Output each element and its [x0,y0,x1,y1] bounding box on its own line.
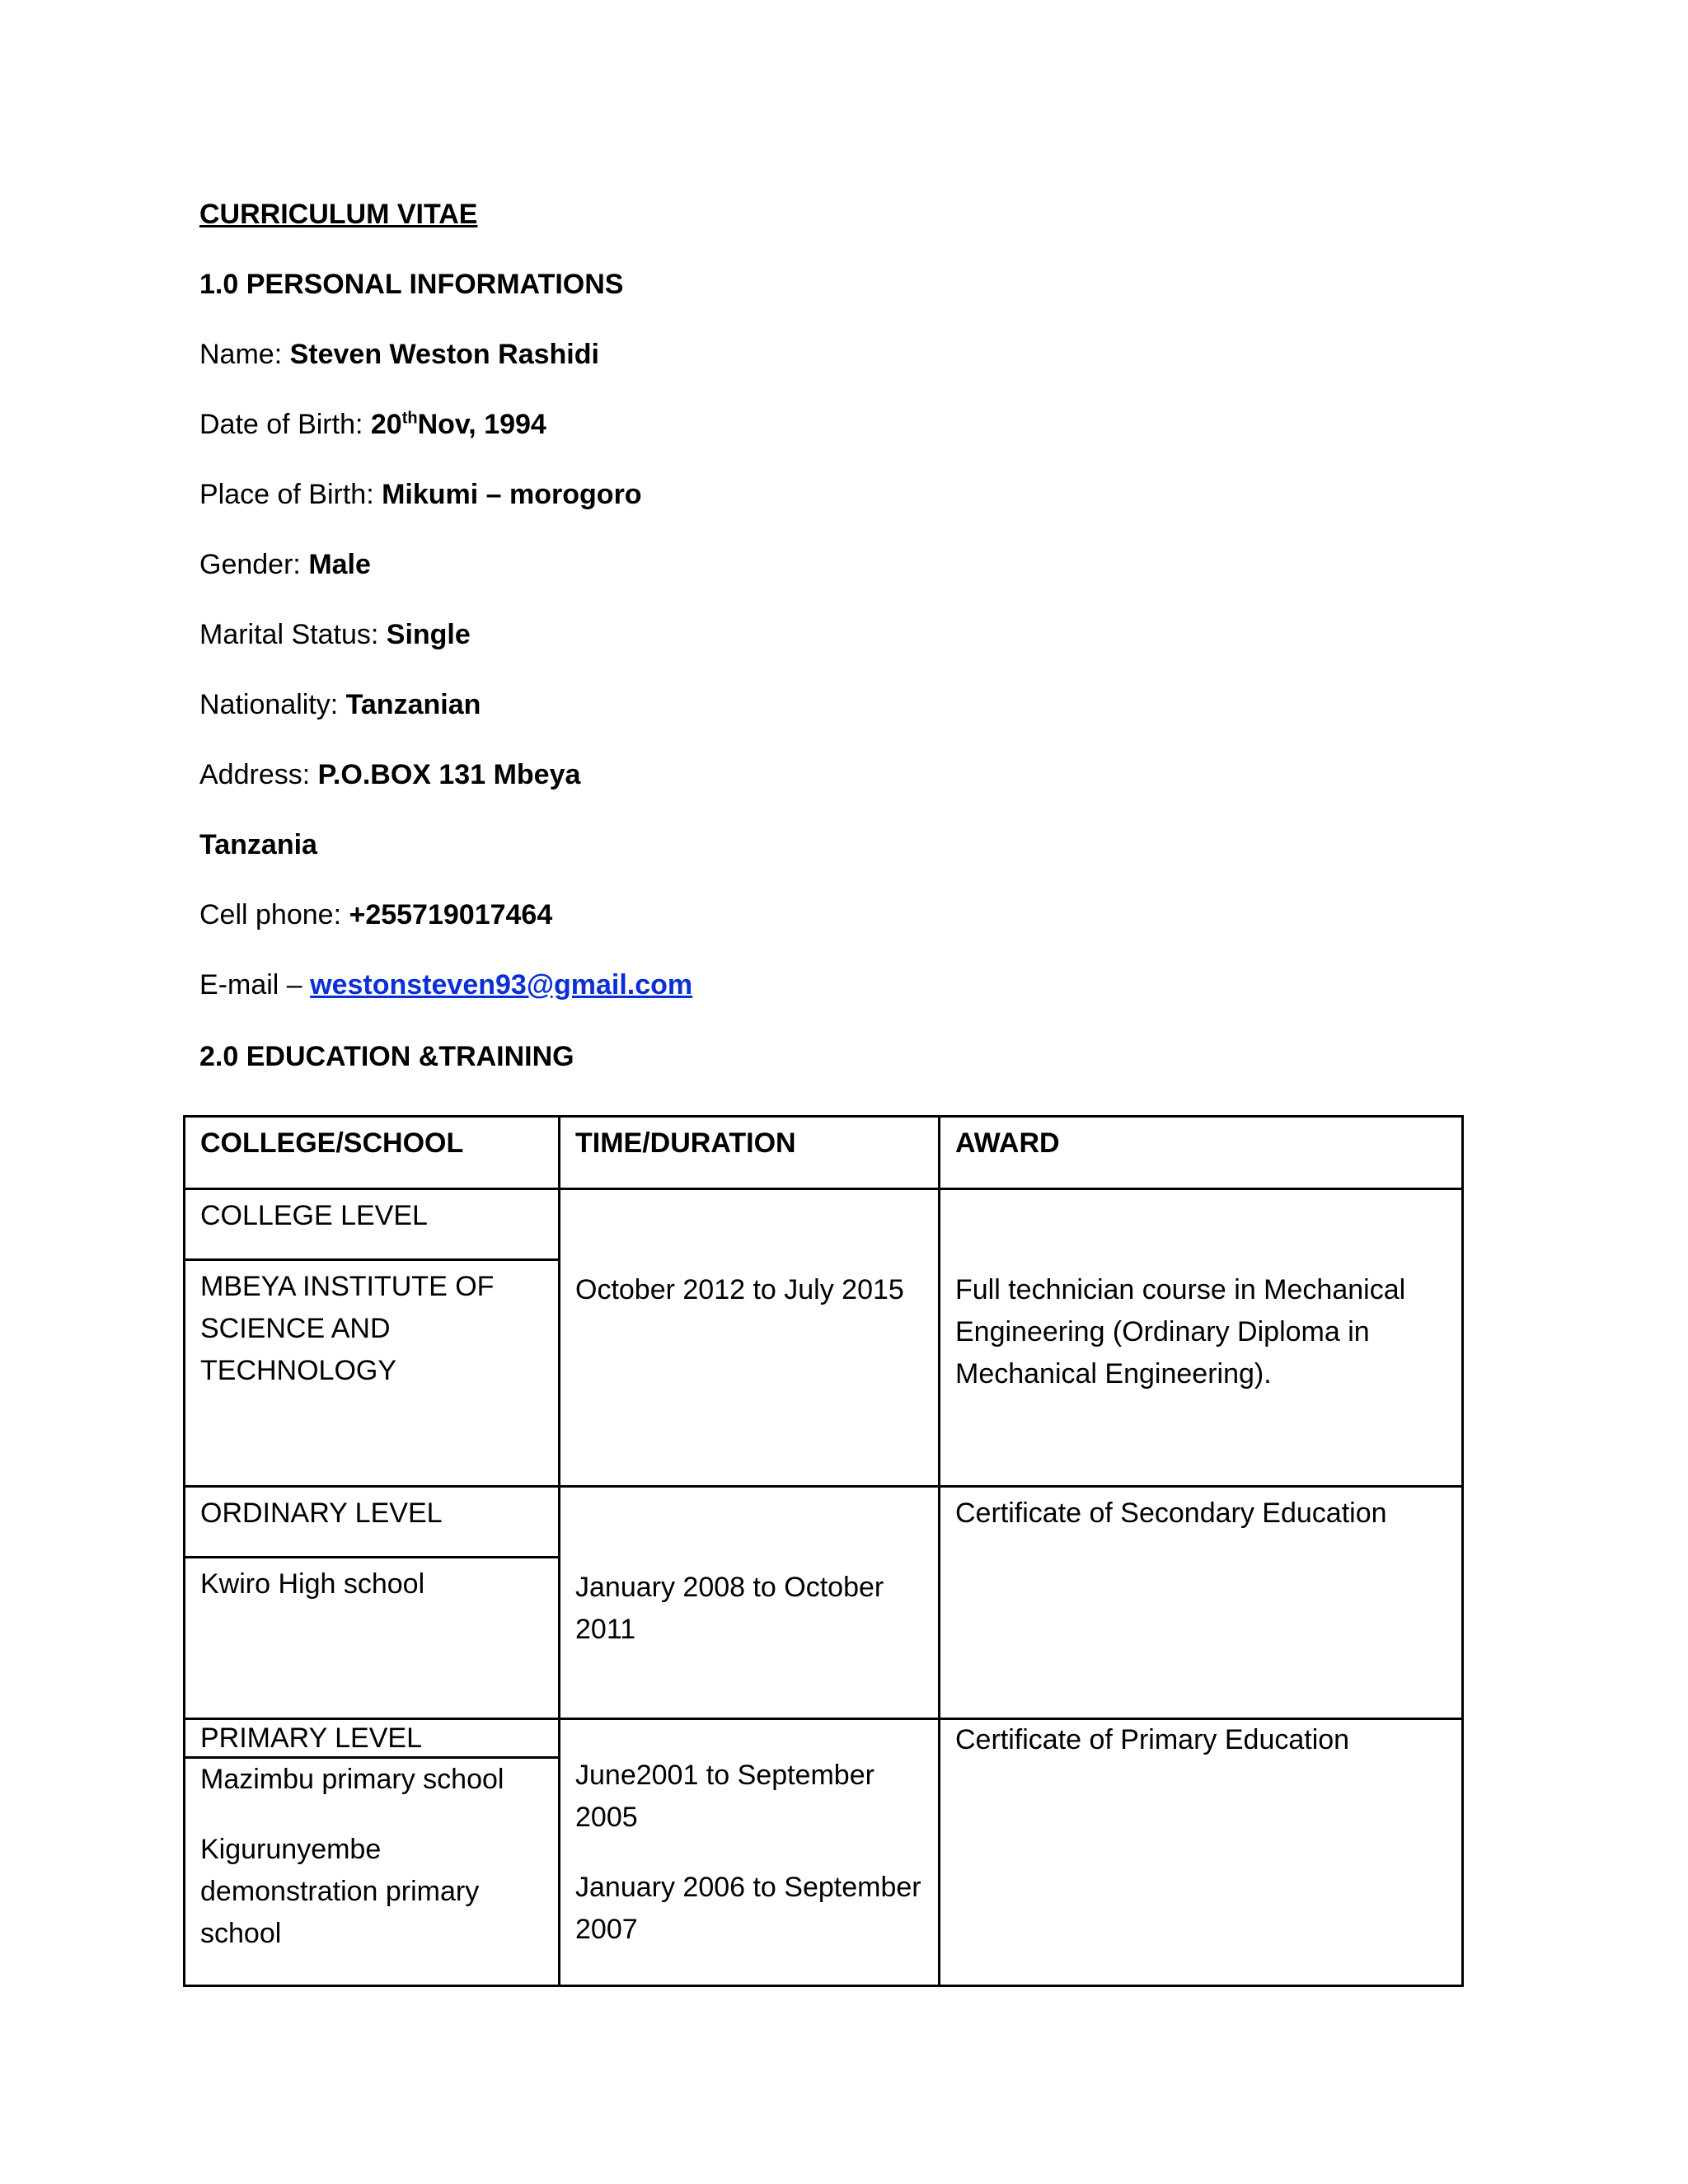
primary-school-2-line: demonstration primary [200,1876,480,1907]
primary-cell [185,1719,560,1986]
name-value: Steven Weston Rashidi [289,339,599,370]
marital-row [199,618,471,651]
college-school [185,1261,558,1395]
primary-school-2-line: Kigurunyembe [200,1834,382,1865]
primary-duration-2-line: 2007 [575,1914,638,1945]
primary-school-2-line: school [200,1918,282,1949]
nationality-label: Nationality: [199,689,339,720]
pob-value: Mikumi – morogoro [382,479,642,510]
table-row [185,1487,1463,1719]
section-education-heading: 2.0 EDUCATION &TRAINING [199,1041,574,1072]
gender-value: Male [308,549,371,580]
email-label: E-mail – [199,969,302,1001]
college-duration: October 2012 to July 2015 [560,1189,940,1487]
header-award: AWARD [940,1117,1463,1189]
document-title: CURRICULUM VITAE [199,199,478,230]
pob-row [199,478,642,511]
primary-award: Certificate of Primary Education [940,1719,1463,1986]
ordinary-award: Certificate of Secondary Education [940,1487,1463,1719]
table-header-row [185,1117,1463,1189]
dob-day: 20 [370,409,402,440]
marital-value: Single [386,619,471,650]
college-award-line: Mechanical Engineering). [955,1358,1272,1390]
primary-duration [560,1719,940,1986]
phone-value: +255719017464 [349,899,553,930]
address-label: Address: [199,759,311,790]
pob-label: Place of Birth: [199,479,374,510]
phone-label: Cell phone: [199,899,342,930]
phone-row [199,898,552,931]
college-award [940,1189,1463,1487]
table-row [185,1189,1463,1487]
nationality-row [199,688,481,721]
college-school-line: TECHNOLOGY [200,1355,397,1386]
primary-level-label: PRIMARY LEVEL [185,1720,558,1759]
college-award-line: Full technician course in Mechanical [955,1274,1406,1305]
primary-duration-1-line: 2005 [575,1802,638,1833]
nationality-value: Tanzanian [345,689,481,720]
primary-duration-2-line: January 2006 to September [575,1872,921,1903]
college-school-line: SCIENCE AND [200,1313,391,1344]
dob-row [199,408,546,441]
primary-school-1: Mazimbu primary school [200,1764,504,1795]
dob-suffix: th [401,409,418,428]
email-link[interactable]: westonsteven93@gmail.com [310,969,693,1001]
section-personal-heading: 1.0 PERSONAL INFORMATIONS [199,269,624,300]
name-row [199,338,599,371]
college-award-line: Engineering (Ordinary Diploma in [955,1316,1370,1347]
college-school-line: MBEYA INSTITUTE OF [200,1271,495,1302]
ordinary-duration [560,1487,940,1719]
ordinary-duration-line: 2011 [575,1614,636,1645]
name-label: Name: [199,339,283,370]
ordinary-school: Kwiro High school [200,1568,425,1600]
primary-duration-1-line: June2001 to September [575,1760,874,1791]
table-row [185,1719,1463,1986]
header-duration: TIME/DURATION [560,1117,940,1189]
college-cell [185,1189,560,1487]
ordinary-cell [185,1487,560,1719]
ordinary-level-label: ORDINARY LEVEL [185,1488,558,1558]
college-level-label: COLLEGE LEVEL [185,1190,558,1261]
address-row [199,758,580,791]
email-row [199,968,692,1001]
dob-label: Date of Birth: [199,409,363,440]
gender-row [199,548,371,581]
address-line2: Tanzania [199,829,317,860]
gender-label: Gender: [199,549,301,580]
address-value: P.O.BOX 131 Mbeya [317,759,581,790]
primary-schools [185,1759,558,1958]
marital-label: Marital Status: [199,619,379,650]
education-table [183,1115,1464,1987]
ordinary-duration-line: January 2008 to October [575,1572,884,1603]
dob-rest: Nov, 1994 [417,409,546,440]
header-college: COLLEGE/SCHOOL [185,1117,560,1189]
